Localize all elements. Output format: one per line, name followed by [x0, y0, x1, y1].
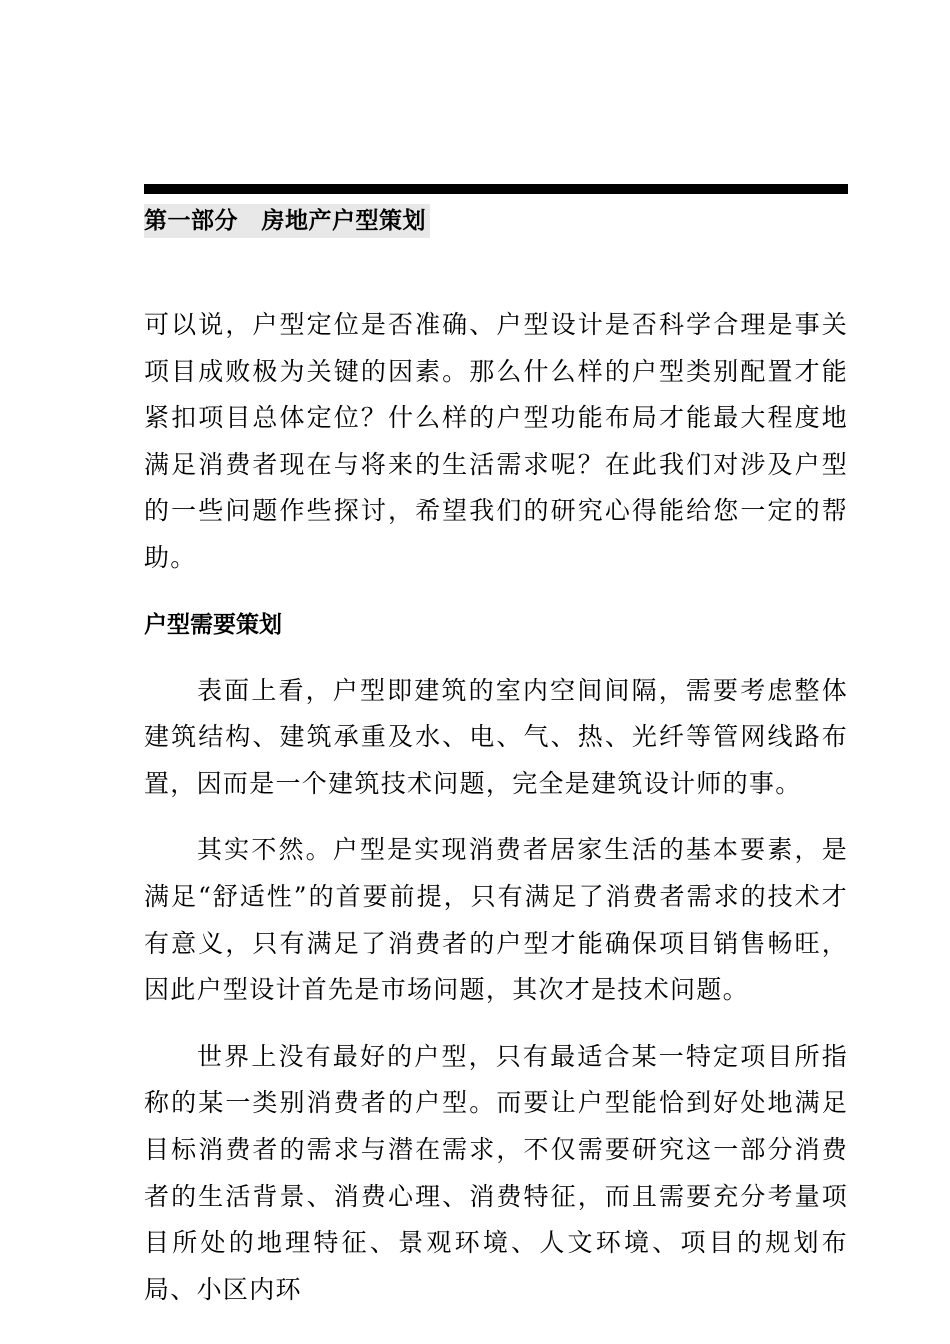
paragraph-spacer	[144, 1014, 848, 1034]
top-rule-divider	[144, 184, 848, 194]
section-title: 第一部分 房地产户型策划	[144, 204, 430, 238]
body-paragraph: 其实不然。户型是实现消费者居家生活的基本要素，是满足“舒适性”的首要前提，只有满足了消费者需求的技术才有意义，只有满足了消费者的户型才能确保项目销售畅旺，因此户型设计首先是市场问题，其次才是技术问题。	[144, 835, 848, 1005]
document-body	[144, 302, 848, 1313]
paragraph-spacer	[144, 807, 848, 827]
intro-paragraph: 可以说，户型定位是否准确、户型设计是否科学合理是事关项目成败极为关键的因素。那么什么样的户型类别配置才能紧扣项目总体定位？什么样的户型功能布局才能最大程度地满足消费者现在与将来的生活需求呢？在此我们对涉及户型的一些问题作些探讨，希望我们的研究心得能给您一定的帮助。	[144, 310, 848, 572]
subheading: 户型需要策划	[144, 610, 282, 638]
body-paragraph: 世界上没有最好的户型，只有最适合某一特定项目所指称的某一类别消费者的户型。而要让户型能恰到好处地满足目标消费者的需求与潜在需求，不仅需要研究这一部分消费者的生活背景、消费心理、消费特征，而且需要充分考量项目所处的地理特征、景观环境、人文环境、项目的规划布局、小区内环	[144, 1041, 848, 1304]
body-paragraph: 表面上看，户型即建筑的室内空间间隔，需要考虑整体建筑结构、建筑承重及水、电、气、热、光纤等管网线路布置，因而是一个建筑技术问题，完全是建筑设计师的事。	[144, 675, 848, 798]
